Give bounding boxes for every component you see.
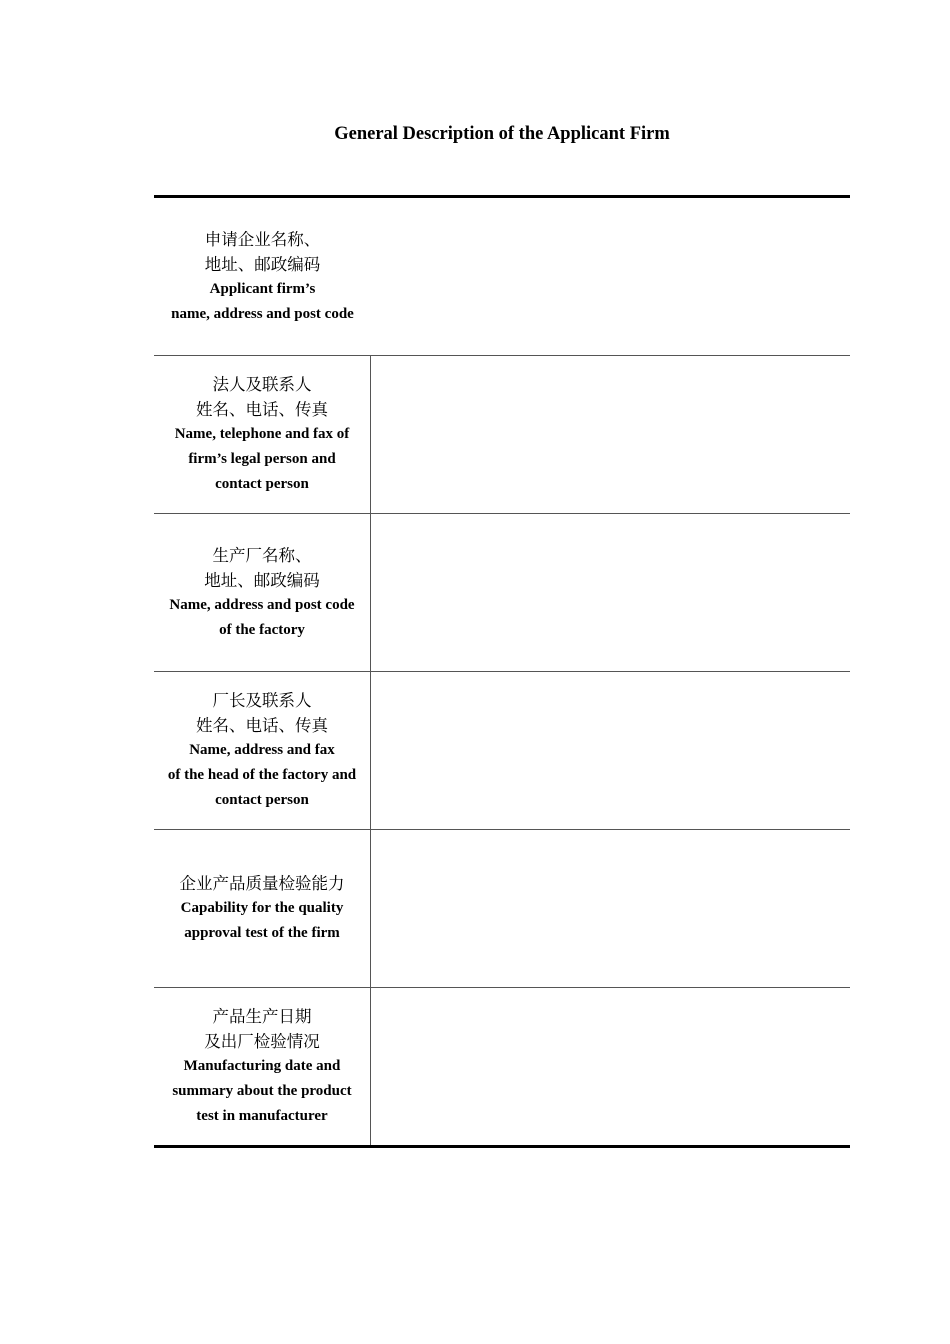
value-cell-manufacturing-date[interactable] [371, 988, 850, 1145]
table-row-manufacturing-date [154, 987, 850, 1145]
value-cell-factory[interactable] [371, 514, 850, 671]
document-title: General Description of the Applicant Firm [334, 124, 670, 144]
value-cell-applicant-firm[interactable] [371, 198, 850, 355]
label-english: Name, address and post code of the factory [169, 596, 355, 638]
label-chinese: 申请企业名称、 地址、邮政编码 [204, 229, 321, 274]
table-row-quality-capability [154, 829, 850, 987]
row-label [154, 356, 371, 513]
label-chinese: 生产厂名称、 地址、邮政编码 [204, 545, 320, 590]
label-chinese: 企业产品质量检验能力 [179, 874, 345, 893]
table-row-legal-person [154, 355, 850, 513]
value-cell-factory-head[interactable] [371, 672, 850, 829]
label-english: Capability for the quality approval test of the firm [180, 900, 344, 941]
table-row-factory-head [154, 671, 850, 829]
label-english: Manufacturing date and summary about the product test in manufacturer [172, 1058, 352, 1124]
label-english: Name, address and fax of the head of the factory and contact person [167, 742, 357, 808]
label-chinese: 法人及联系人 姓名、电话、传真 [196, 375, 328, 419]
table-row-applicant-firm [154, 198, 850, 355]
label-chinese: 厂长及联系人 姓名、电话、传真 [196, 691, 328, 735]
label-chinese: 产品生产日期 及出厂检验情况 [204, 1007, 320, 1051]
row-label [154, 514, 371, 671]
table-row-factory [154, 513, 850, 671]
row-label [154, 198, 371, 355]
label-english: Name, telephone and fax of firm’s legal person and contact person [174, 426, 350, 492]
value-cell-legal-person[interactable] [371, 356, 850, 513]
applicant-info-table [154, 195, 850, 1148]
row-label [154, 830, 371, 987]
row-label [154, 672, 371, 829]
label-english: Applicant firm’s name, address and post code [171, 280, 354, 322]
value-cell-quality-capability[interactable] [371, 830, 850, 987]
row-label [154, 988, 371, 1145]
